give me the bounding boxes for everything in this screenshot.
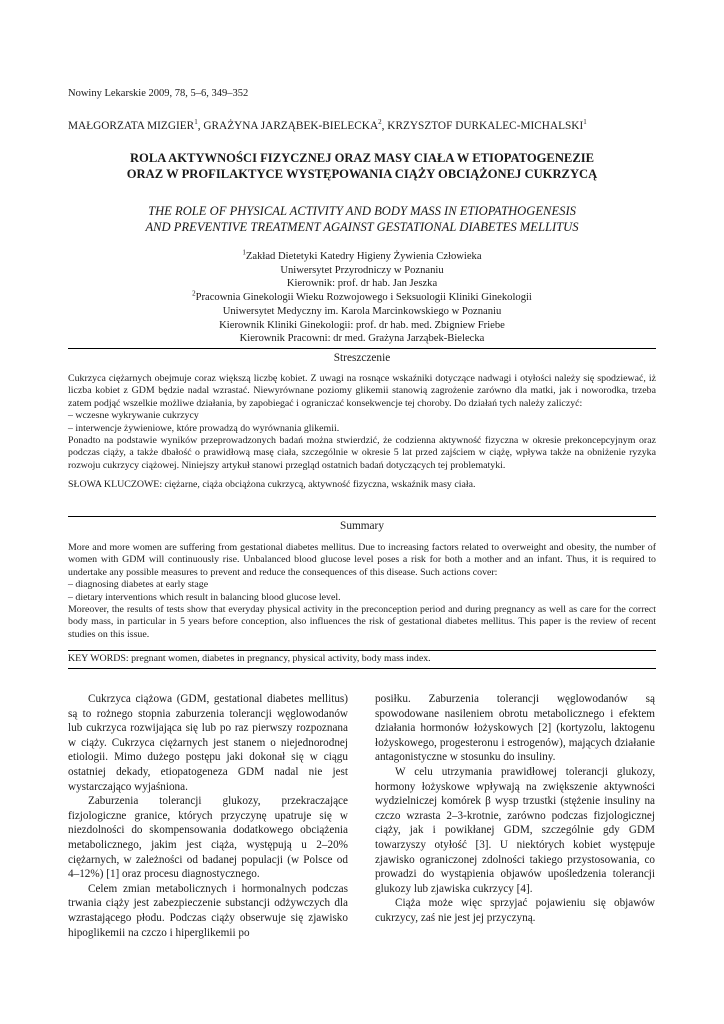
title-polish — [68, 150, 656, 182]
affiliation-line: Uniwersytet Przyrodniczy w Poznaniu — [280, 264, 444, 276]
divider — [68, 516, 656, 517]
affiliation-line: Kierownik Pracowni: dr med. Grażyna Jarząbek-Bielecka — [239, 333, 485, 345]
author-list — [68, 120, 668, 132]
author-2: GRAŻYNA JARZĄBEK-BIELECKA$^2$, — [203, 118, 388, 132]
abstract-paragraph: – diagnosing diabetes at early stage — [68, 579, 209, 591]
summary-abstract — [68, 542, 656, 641]
keywords-polish: SŁOWA KLUCZOWE: ciężarne, ciąża obciążona cukrzycą, aktywność fizyczna, wskaźnik masy ciała. — [68, 479, 476, 491]
affiliation-line: $^1$Zakład Dietetyki Katedry Higieny Żywienia Człowieka — [242, 248, 482, 262]
abstract-paragraph: Moreover, the results of tests show that everyday physical activity in the preconception period and during pregnancy as well as care for the correct body mass, in particular in 5 years before conception, also influences the risk of gestational diabetes mellitus. This paper is the review of recent studies on this issue. — [68, 604, 656, 640]
journal-citation: Nowiny Lekarskie 2009, 78, 5–6, 349–352 — [68, 88, 249, 99]
title-polish-line: ROLA AKTYWNOŚCI FIZYCZNEJ ORAZ MASY CIAŁA W ETIOPATOGENEZIE — [129, 151, 595, 165]
title-english-line: AND PREVENTIVE TREATMENT AGAINST GESTATIONAL DIABETES MELLITUS — [145, 220, 579, 234]
abstract-paragraph: – wczesne wykrywanie cukrzycy — [68, 410, 199, 422]
body-column-left — [68, 692, 348, 940]
affiliation-line: Kierownik Kliniki Ginekologii: prof. dr hab. med. Zbigniew Friebe — [219, 319, 505, 331]
abstract-paragraph: – dietary interventions which result in balancing blood glucose level. — [68, 591, 341, 603]
author-1: MAŁGORZATA MIZGIER$^1$, — [68, 118, 204, 132]
abstract-paragraph: More and more women are suffering from gestational diabetes mellitus. Due to increasing factors related to overweight and obesity, the number of women with GDM will continuously rise. Unbalanced blood glucose level poses a risk for both a mother and an infant. Thus, it is required to undertake any possible measures to prevent and reduce the consequences of this disease. Such actions cover: — [68, 542, 656, 578]
streszczenie-abstract — [68, 373, 656, 492]
divider — [68, 668, 656, 669]
title-polish-line: ORAZ W PROFILAKTYCE WYSTĘPOWANIA CIĄŻY OBCIĄŻONEJ CUKRZYCĄ — [126, 167, 598, 181]
affiliations — [68, 250, 656, 346]
divider — [68, 348, 656, 349]
body-paragraph: Zaburzenia tolerancji glukozy, przekraczające fizjologiczne granice, których przyczynę upatruje się w niezdolności do skompensowania dodatkowego obciążenia metabolicznego, jakim jest ciąża, występują u 2–20% ciężarnych, w zależności od badanej populacji (w Polsce od 4–12%) [1] oraz procesu diagnostycznego. — [68, 795, 348, 881]
title-english — [68, 203, 656, 235]
affiliation-line: Uniwersytet Medyczny im. Karola Marcinkowskiego w Poznaniu — [222, 305, 502, 317]
body-paragraph: Ciąża może więc sprzyjać pojawieniu się objawów cukrzycy, zaś nie jest jej przyczyną. — [375, 897, 655, 924]
title-english-line: THE ROLE OF PHYSICAL ACTIVITY AND BODY MASS IN ETIOPATHOGENESIS — [148, 204, 576, 218]
body-paragraph: Celem zmian metabolicznych i hormonalnych podczas trwania ciąży jest zabezpieczenie substancji odżywczych dla wzrastającego płodu. Podczas ciąży obserwuje się zjawisko hipoglikemii na czczo i hiperglikemii po — [68, 882, 348, 939]
affiliation-line: Kierownik: prof. dr hab. Jan Jeszka — [286, 278, 438, 290]
body-paragraph: W celu utrzymania prawidłowej tolerancji glukozy, hormony łożyskowe wpływają na zwiększenie aktywności wydzielniczej komórek β wysp trzustki (stężenie insuliny na czczo wzrasta 2–3-krotnie, zarówno podczas fizjologicznej ciąży, jak i powikłanej GDM, szczególnie gdy GDM towarzyszy otyłość [3]. U niektórych kobiet występuje zjawisko ograniczonej zdolności takiego przystosowania, co prowadzi do wystąpienia objawów upośledzenia tolerancji glukozy lub zjawiska cukrzycy [4]. — [375, 765, 655, 895]
keywords-english: KEY WORDS: pregnant women, diabetes in pregnancy, physical activity, body mass index. — [68, 653, 431, 664]
body-paragraph: posiłku. Zaburzenia tolerancji węglowodanów są spowodowane nasileniem obrotu metabolicznego i efektem działania hormonów łożyskowych [2] (kortyzolu, laktogenu łożyskowego, progesteronu i estrogenów), mających działanie antagonistyczne w stosunku do insuliny. — [375, 693, 655, 764]
divider — [68, 650, 656, 651]
abstract-paragraph: – interwencje żywieniowe, które prowadzą do wyrównania glikemii. — [68, 422, 340, 434]
abstract-paragraph: Cukrzyca ciężarnych obejmuje coraz większą liczbę kobiet. Z uwagi na rosnące wskaźniki dotyczące nadwagi i otyłości należy się spodziewać, iż liczba kobiet z GDM będzie nadal wzrastać. Niewyrównane poziomy glikemii stanowią zagrożenie zarówno dla matki, jak i noworodka, trzeba zatem podjąć wszelkie możliwe działania, by zapobiegać i ograniczać konsekwencje tej choroby. Do działań tych należy zaliczyć: — [68, 373, 656, 409]
author-3: KRZYSZTOF DURKALEC-MICHALSKI$^1$ — [387, 118, 587, 132]
streszczenie-heading: Streszczenie — [333, 352, 391, 364]
summary-heading: Summary — [340, 520, 384, 532]
body-column-right — [375, 692, 655, 926]
affiliation-line: $^2$Pracownia Ginekologii Wieku Rozwojowego i Seksuologii Kliniki Ginekologii — [192, 289, 532, 304]
body-paragraph: Cukrzyca ciążowa (GDM, gestational diabetes mellitus) są to rożnego stopnia zaburzenia tolerancji węglowodanów lub cukrzyca rozwijająca się lub po raz pierwszy rozpoznana w ciąży. Cukrzyca ciężarnych jest stanem o niejednorodnej etiologii. Mimo dużego postępu jaki dokonał się w ciągu ostatniej dekady, etiopatogeneza GDM nadal nie jest wystarczająco wyjaśniona. — [68, 693, 348, 793]
abstract-paragraph: Ponadto na podstawie wyników przeprowadzonych badań można stwierdzić, że codzienna aktywność fizyczna w okresie prekoncepcyjnym oraz podczas ciąży, a także dbałość o prawidłową masę ciała, szczególnie w okresie 5 lat przed zajściem w ciążę, wpływa także na obniżenie ryzyka rozwoju cukrzycy ciążowej. Niniejszy artykuł stanowi przegląd ostatnich badań dotyczących tej problematyki. — [68, 435, 656, 471]
